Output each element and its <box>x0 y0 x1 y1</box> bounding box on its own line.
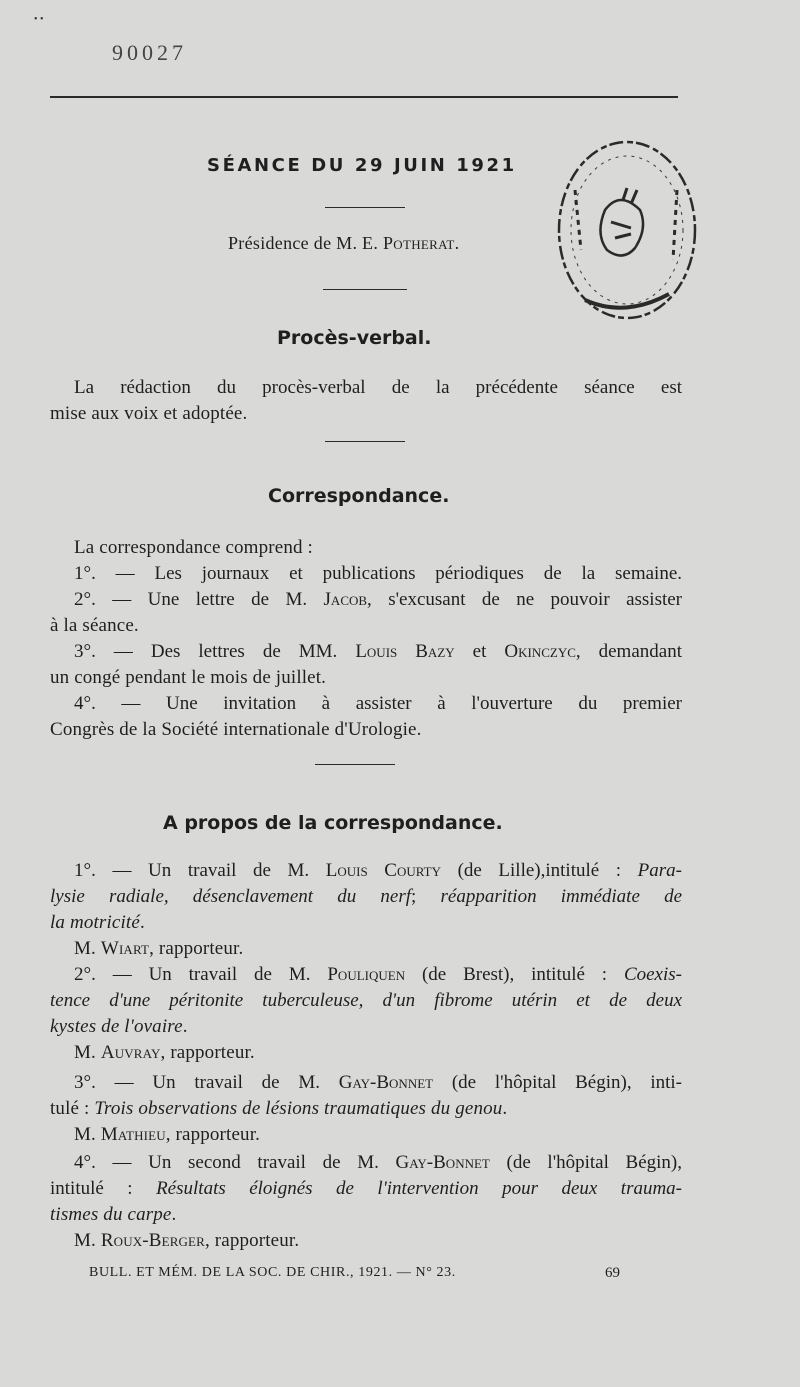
correspondance-heading: Correspondance. <box>268 485 450 507</box>
paragraph-line: la motricité. <box>50 912 145 933</box>
footer-citation: BULL. ET MÉM. DE LA SOC. DE CHIR., 1921. — N° 23. <box>89 1265 456 1280</box>
paragraph-line: à la séance. <box>50 615 139 636</box>
rapporteur-line: M. Auvray, rapporteur. <box>74 1042 255 1063</box>
presidence-line: Présidence de M. E. Potherat. <box>228 233 460 253</box>
paragraph-line: tence d'une péritonite tuberculeuse, d'un fibrome utérin et de deux <box>50 990 682 1011</box>
paragraph-line: intitulé : Résultats éloignés de l'intervention pour deux trauma- <box>50 1178 683 1199</box>
page-number: 69 <box>605 1265 620 1281</box>
paragraph-line: mise aux voix et adoptée. <box>50 403 248 424</box>
list-item: 2°. — Une lettre de M. Jacob, s'excusant de ne pouvoir assister <box>74 589 683 610</box>
rapporteur-line: M. Roux-Berger, rapporteur. <box>74 1230 300 1251</box>
divider <box>315 764 395 765</box>
president-name: Potherat. <box>382 233 460 253</box>
proces-verbal-heading: Procès-verbal. <box>277 327 432 349</box>
divider <box>325 441 405 442</box>
rapporteur-line: M. Wiart, rapporteur. <box>74 938 244 959</box>
list-item: 1°. — Les journaux et publications périodiques de la semaine. <box>74 563 682 584</box>
paragraph-line: lysie radiale, désenclavement du nerf; réapparition immédiate de <box>50 886 683 907</box>
paragraph-line: Congrès de la Société internationale d'Urologie. <box>50 719 422 740</box>
list-item: 1°. — Un travail de M. Louis Courty (de Lille),intitulé : Para- <box>74 860 682 881</box>
paragraph-line: tulé : Trois observations de lésions traumatiques du genou. <box>50 1098 508 1119</box>
list-item: 3°. — Un travail de M. Gay-Bonnet (de l'hôpital Bégin), inti- <box>74 1072 682 1093</box>
paragraph-line: La rédaction du procès-verbal de la précédente séance est <box>74 377 682 398</box>
seance-title: SÉANCE DU 29 JUIN 1921 <box>207 155 517 176</box>
list-item: 4°. — Un second travail de M. Gay-Bonnet (de l'hôpital Bégin), <box>74 1152 683 1173</box>
divider <box>325 207 405 208</box>
paragraph-line: tismes du carpe. <box>50 1204 177 1225</box>
a-propos-heading: A propos de la correspondance. <box>163 812 503 834</box>
paragraph-line: un congé pendant le mois de juillet. <box>50 667 327 688</box>
header-rule <box>50 96 678 98</box>
paragraph-line: kystes de l'ovaire. <box>50 1016 188 1037</box>
catalog-number: 90027 <box>112 40 187 65</box>
list-item: 4°. — Une invitation à assister à l'ouverture du premier <box>74 693 682 714</box>
paragraph-line: La correspondance comprend : <box>74 537 313 558</box>
divider <box>323 289 407 290</box>
list-item: 2°. — Un travail de M. Pouliquen (de Brest), intitulé : Coexis- <box>74 964 682 985</box>
margin-speck: • • <box>34 14 44 25</box>
library-stamp-icon <box>545 130 705 330</box>
rapporteur-line: M. Mathieu, rapporteur. <box>74 1124 261 1145</box>
list-item: 3°. — Des lettres de MM. Louis Bazy et Okinczyc, demandant <box>74 641 682 662</box>
